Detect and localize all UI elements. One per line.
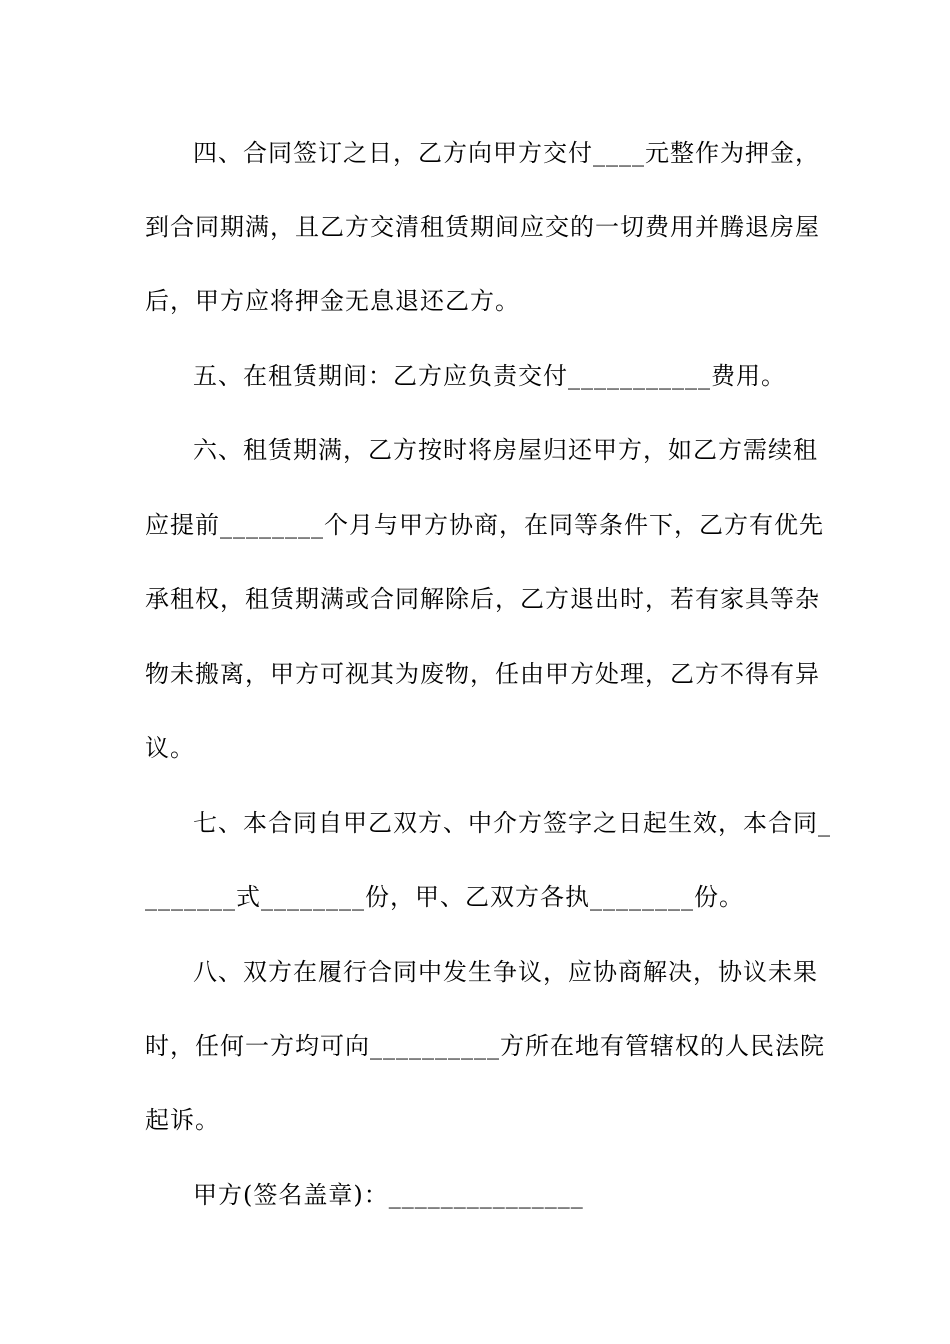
party-a-signature-line: 甲方(签名盖章)：_______________ <box>193 1181 584 1209</box>
clause-4-line-1: 四、合同签订之日，乙方向甲方交付____元整作为押金， <box>193 139 820 167</box>
clause-6-line-1: 六、租赁期满，乙方按时将房屋归还甲方，如乙方需续租 <box>193 436 818 464</box>
clause-6-line-3: 承租权，租赁期满或合同解除后，乙方退出时，若有家具等杂 <box>145 585 820 613</box>
clause-4-line-2: 到合同期满，且乙方交清租赁期间应交的一切费用并腾退房屋 <box>145 213 820 241</box>
clause-4-line-3: 后，甲方应将押金无息退还乙方。 <box>145 287 520 315</box>
clause-8-line-1: 八、双方在履行合同中发生争议，应协商解决，协议未果 <box>193 958 818 986</box>
clause-8-line-3: 起诉。 <box>145 1106 220 1134</box>
clause-8-line-2: 时，任何一方均可向__________方所在地有管辖权的人民法院 <box>145 1032 825 1060</box>
clause-7-line-1: 七、本合同自甲乙双方、中介方签字之日起生效，本合同_ <box>193 809 831 837</box>
clause-7-line-2: _______式________份，甲、乙双方各执________份。 <box>145 883 744 911</box>
clause-6-line-2: 应提前________个月与甲方协商，在同等条件下，乙方有优先 <box>145 511 824 539</box>
clause-5-line-1: 五、在租赁期间：乙方应负责交付___________费用。 <box>193 362 786 390</box>
clause-6-line-4: 物未搬离，甲方可视其为废物，任由甲方处理，乙方不得有异 <box>145 660 820 688</box>
clause-6-line-5: 议。 <box>145 734 195 762</box>
